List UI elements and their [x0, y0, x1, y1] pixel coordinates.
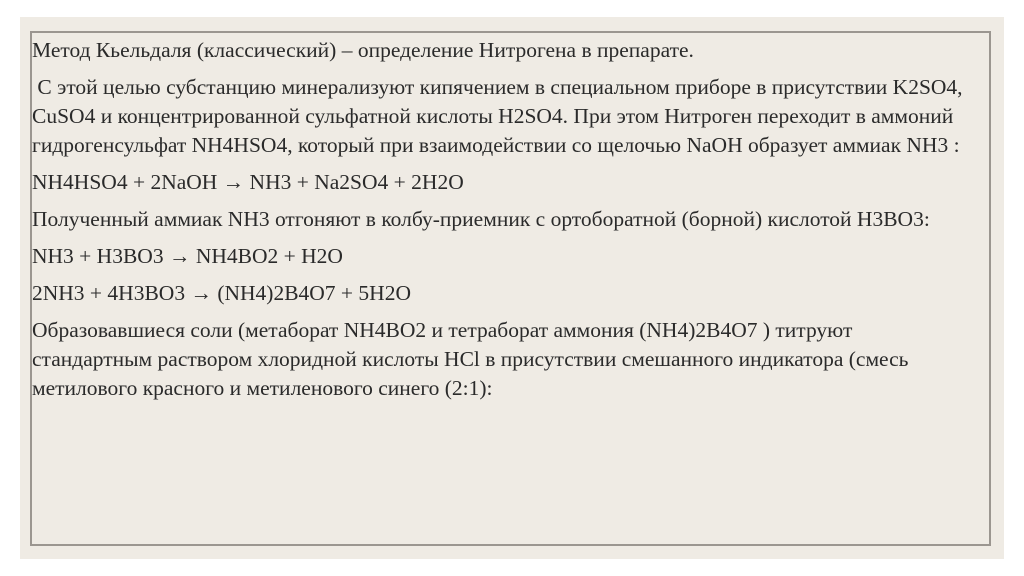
equation-naoh: NH4HSO4 + 2NaOH → NH3 + Na2SO4 + 2H2O: [32, 170, 464, 194]
distillation-paragraph: Полученный аммиак NH3 отгоняют в колбу-приемник с ортоборатной (борной) кислотой H3BO3:: [32, 207, 930, 231]
mineralization-paragraph: С этой целью субстанцию минерализуют кипячением в специальном приборе в присутствии K2SO4, CuSO4 и концентрированной сульфатной кислоты H2SO4. При этом Нитроген переходит в аммоний гидрогенсульфат NH4HSO4, который при взаимодействии со щелочью NaOH образует аммиак NH3 :: [32, 75, 968, 157]
slide: [20, 17, 1004, 559]
titration-paragraph: Образовавшиеся соли (метаборат NH4BO2 и тетраборат аммония (NH4)2B4O7 ) титруют стандартным раствором хлоридной кислоты HCl в присутствии смешанного индикатора (смесь метилового красного и метиленового синего (2:1):: [32, 318, 909, 400]
equation-metaborate: NH3 + H3BO3 → NH4BO2 + H2O: [32, 244, 343, 268]
method-title-line: Метод Кьельдаля (классический) – определение Нитрогена в препарате.: [32, 38, 694, 62]
equation-tetraborate: 2NH3 + 4H3BO3 → (NH4)2B4O7 + 5H2O: [32, 281, 411, 305]
slide-text-body: [32, 36, 977, 411]
